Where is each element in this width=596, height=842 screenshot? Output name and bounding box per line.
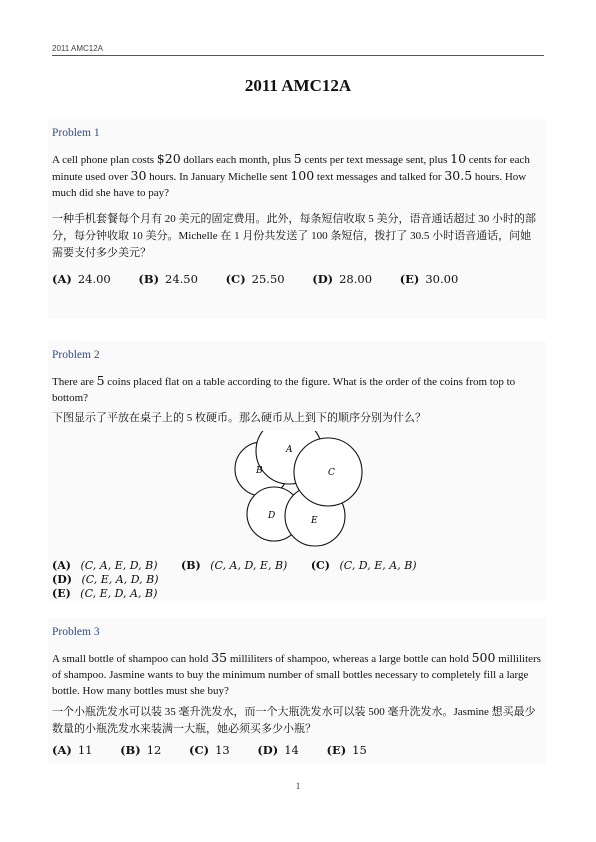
choice-a: (A) 24.00 <box>52 272 111 286</box>
answer-choices <box>52 743 542 757</box>
coin-label-d: D <box>268 511 276 521</box>
problem-statement-chinese: 一种手机套餐每个月有 20 美元的固定费用。此外，每条短信收取 5 美分，语音通话超过 30 小时的部分，每分钟收取 10 美分。Michelle 在 1 月份共发送了 100 条短信，拨打了 30.5 小时语音通话，问她需要支付多少美元？ <box>52 213 536 259</box>
problem-statement-chinese: 一个小瓶洗发水可以装 35 毫升洗发水，而一个大瓶洗发水可以装 500 毫升洗发水。Jasmine 想买最少数量的小瓶洗发水来装满一大瓶，她必须买多少小瓶？ <box>52 706 536 735</box>
choice-e: (E) (C, E, D, A, B) <box>52 587 158 600</box>
choice-e: (E) 30.00 <box>399 272 459 286</box>
document-title: 2011 AMC12A <box>244 76 352 95</box>
choice-e: (E) 15 <box>326 743 367 757</box>
problem-3 <box>52 626 542 757</box>
coin-label-c: C <box>328 468 335 478</box>
coin-label-a: A <box>286 445 293 455</box>
running-header: 2011 AMC12A <box>52 44 103 53</box>
header-rule <box>52 55 544 56</box>
choice-c: (C) 25.50 <box>225 272 285 286</box>
answer-choices <box>52 272 542 286</box>
choice-c: (C) (C, D, E, A, B) <box>310 559 417 572</box>
problem-2 <box>52 349 542 601</box>
choice-c: (C) 13 <box>189 743 230 757</box>
problem-statement: There are 5 coins placed flat on a table according to the figure. What is the order of the coins from top to bottom? <box>52 373 516 404</box>
choice-b: (B) 24.50 <box>138 272 198 286</box>
answer-choices <box>52 559 542 601</box>
choice-b: (B) (C, A, D, E, B) <box>181 559 288 572</box>
choice-b: (B) 12 <box>120 743 162 757</box>
problem-1 <box>52 127 542 286</box>
problem-statement: A cell phone plan costs $20 dollars each month, plus 5 cents per text message sent, plus 10 cents for each minute used over 30 hours. In January Michelle sent 100 text messages and talked for 30.5 hours. How much did she have to pay? <box>52 151 530 199</box>
choice-d: (D) 28.00 <box>312 272 373 286</box>
choice-a: (A) (C, A, E, D, B) <box>52 559 158 572</box>
coin-label-e: E <box>311 516 318 526</box>
coin-label-b: B <box>256 466 263 476</box>
choice-d: (D) (C, E, A, D, B) <box>52 573 159 586</box>
problem-statement: A small bottle of shampoo can hold 35 milliliters of shampoo, whereas a large bottle can hold 500 milliliters of shampoo. Jasmine wants to buy the minimum number of small bottles necessary to completely fill a large bottle. How many bottles must she buy? <box>52 650 541 697</box>
problem-heading: Problem 1 <box>52 127 100 139</box>
choice-d: (D) 14 <box>257 743 299 757</box>
coins-figure <box>230 431 370 551</box>
problem-statement-chinese: 下图显示了平放在桌子上的 5 枚硬币。那么硬币从上到下的顺序分别为什么？ <box>52 412 426 424</box>
problem-heading: Problem 3 <box>52 626 100 638</box>
page-number: 1 <box>295 781 301 791</box>
choice-a: (A) 11 <box>52 743 93 757</box>
problem-heading: Problem 2 <box>52 349 100 361</box>
